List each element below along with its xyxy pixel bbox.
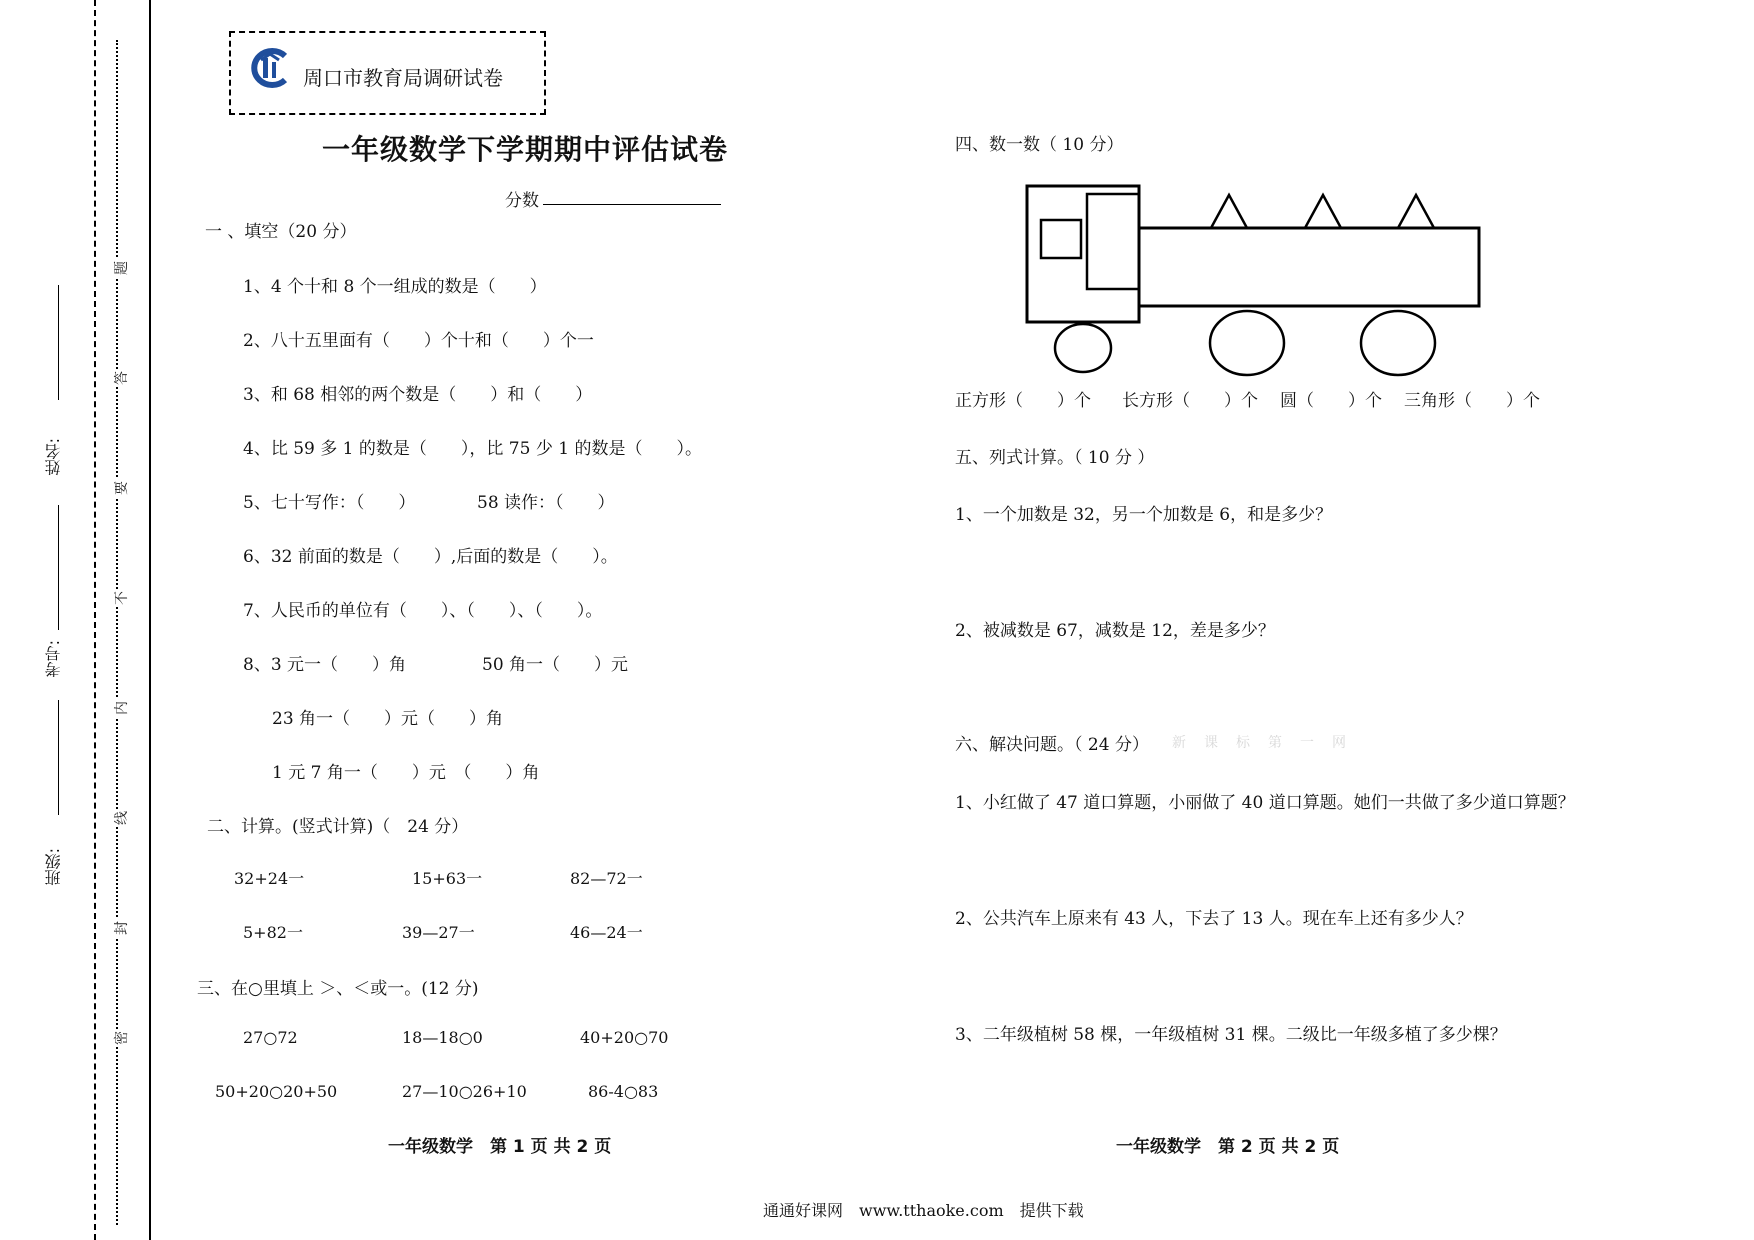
section1-heading: 一 、填空（20 分） bbox=[205, 222, 357, 242]
section4-heading: 四、数一数（ 10 分） bbox=[955, 135, 1124, 155]
fill-item: 2、八十五里面有（ ）个十和（ ）个一 bbox=[243, 331, 594, 351]
name-underline bbox=[58, 285, 59, 400]
class-label: 班级: bbox=[44, 848, 63, 886]
wheel-circle bbox=[1361, 311, 1435, 375]
fill-item: 1、4 个十和 8 个一组成的数是（ ） bbox=[243, 277, 547, 297]
truck-square bbox=[1041, 220, 1081, 258]
seal-char: 不 bbox=[111, 589, 131, 607]
word-problem: 1、小红做了 47 道口算题，小丽做了 40 道口算题。她们一共做了多少道口算题？ bbox=[955, 793, 1575, 813]
word-problem: 1、一个加数是 32，另一个加数是 6，和是多少？ bbox=[955, 505, 1333, 525]
name-label: 姓名: bbox=[44, 438, 63, 476]
calc-item: 15+63一 bbox=[412, 869, 483, 888]
score-label: 分数 bbox=[505, 191, 539, 211]
score-line bbox=[543, 204, 721, 205]
seal-char: 密 bbox=[111, 1029, 131, 1047]
count-circle: 圆（ ）个 bbox=[1280, 391, 1382, 411]
binding-solid-line bbox=[149, 0, 151, 1240]
compare-item: 40+20○70 bbox=[580, 1028, 669, 1047]
wheel-circle bbox=[1055, 324, 1111, 372]
seal-char: 答 bbox=[111, 369, 131, 387]
triangle bbox=[1211, 195, 1247, 228]
binding-dashed-line bbox=[94, 0, 96, 1240]
triangle bbox=[1398, 195, 1434, 228]
seal-char: 内 bbox=[111, 699, 131, 717]
seal-char: 题 bbox=[111, 259, 131, 277]
fill-item: 6、32 前面的数是（ ）,后面的数是（ ）。 bbox=[243, 547, 618, 567]
binding-dotted-line bbox=[116, 40, 118, 1225]
education-bureau-logo-icon bbox=[247, 48, 293, 88]
download-note: 通通好课网 www.tthaoke.com 提供下载 bbox=[763, 1201, 1084, 1220]
count-square: 正方形（ ）个 bbox=[955, 391, 1091, 411]
triangle bbox=[1305, 195, 1341, 228]
exam-no-underline bbox=[58, 505, 59, 630]
section5-heading: 五、列式计算。（ 10 分 ） bbox=[955, 448, 1155, 468]
word-problem: 3、二年级植树 58 棵，一年级植树 31 棵。二级比一年级多植了多少棵？ bbox=[955, 1025, 1507, 1045]
logo-org-name: 周口市教育局调研试卷 bbox=[303, 66, 503, 90]
calc-item: 82—72一 bbox=[570, 869, 643, 888]
compare-item: 27—10○26+10 bbox=[402, 1082, 527, 1101]
word-problem: 2、公共汽车上原来有 43 人，下去了 13 人。现在车上还有多少人？ bbox=[955, 909, 1473, 929]
truck-body-rect bbox=[1139, 228, 1479, 306]
fill-item: 3、和 68 相邻的两个数是（ ）和（ ） bbox=[243, 385, 593, 405]
calc-item: 32+24一 bbox=[234, 869, 305, 888]
calc-item: 46—24一 bbox=[570, 923, 643, 942]
footer-left-page: 一年级数学 第 1 页 共 2 页 bbox=[388, 1137, 612, 1157]
fill-item: 1 元 7 角一（ ）元 （ ）角 bbox=[272, 763, 540, 783]
word-problem: 2、被减数是 67，减数是 12，差是多少？ bbox=[955, 621, 1275, 641]
compare-item: 86-4○83 bbox=[588, 1082, 659, 1101]
class-underline bbox=[58, 700, 59, 815]
page-title: 一年级数学下学期期中评估试卷 bbox=[322, 133, 729, 166]
fill-item: 23 角一（ ）元（ ）角 bbox=[272, 709, 504, 729]
fill-item: 8、3 元一（ ）角 bbox=[243, 655, 407, 675]
fill-item: 5、七十写作：（ ） bbox=[243, 493, 416, 513]
footer-right-page: 一年级数学 第 2 页 共 2 页 bbox=[1116, 1137, 1340, 1157]
truck-cab-rect bbox=[1027, 186, 1139, 322]
fill-item: 4、比 59 多 1 的数是（ ），比 75 少 1 的数是（ ）。 bbox=[243, 439, 702, 459]
compare-item: 27○72 bbox=[243, 1028, 298, 1047]
calc-item: 5+82一 bbox=[243, 923, 303, 942]
compare-item: 18—18○0 bbox=[402, 1028, 483, 1047]
truck-shapes-figure bbox=[1020, 180, 1500, 380]
seal-char: 封 bbox=[111, 919, 131, 937]
watermark-text: 新课标第一网 bbox=[1172, 735, 1364, 751]
fill-item: 50 角一（ ）元 bbox=[482, 655, 629, 675]
seal-char: 线 bbox=[111, 809, 131, 827]
section3-heading: 三、在○里填上 ＞、＜或一。(12 分) bbox=[197, 979, 479, 999]
count-triangle: 三角形（ ）个 bbox=[1404, 391, 1540, 411]
truck-window-rect bbox=[1087, 194, 1139, 289]
seal-char: 要 bbox=[111, 479, 131, 497]
count-rectangle: 长方形（ ）个 bbox=[1122, 391, 1258, 411]
section2-heading: 二、计算。(竖式计算)（ 24 分） bbox=[207, 817, 469, 837]
exam-no-label: 考号: bbox=[44, 640, 63, 678]
section6-heading: 六、解决问题。（ 24 分） bbox=[955, 735, 1149, 755]
wheel-circle bbox=[1210, 311, 1284, 375]
compare-item: 50+20○20+50 bbox=[215, 1082, 338, 1101]
fill-item: 7、人民币的单位有（ ）、（ ）、（ ）。 bbox=[243, 601, 603, 621]
fill-item: 58 读作：（ ） bbox=[477, 493, 615, 513]
calc-item: 39—27一 bbox=[402, 923, 475, 942]
